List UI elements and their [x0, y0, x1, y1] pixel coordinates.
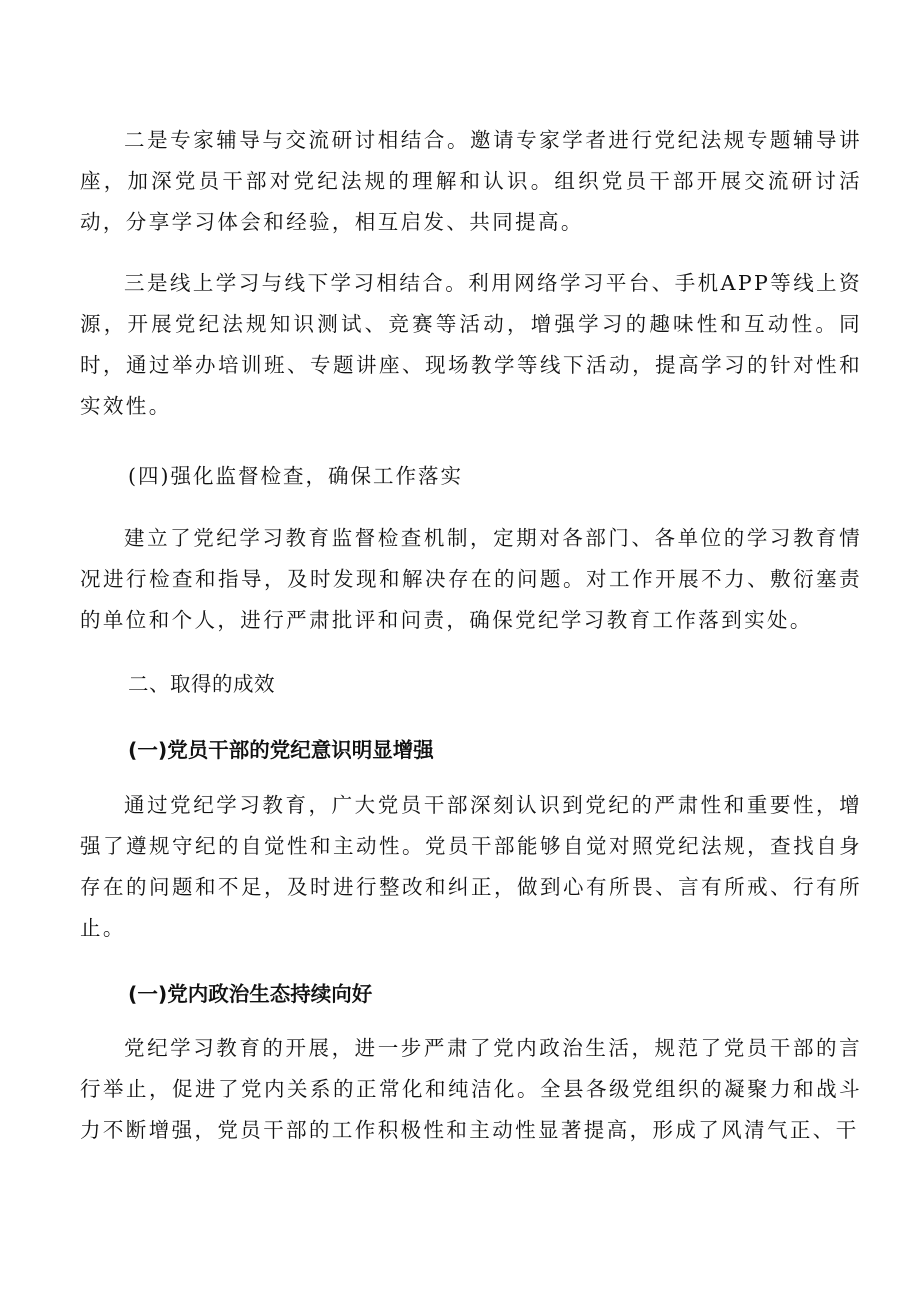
section-heading-results: 二、取得的成效: [128, 672, 275, 696]
paragraph-political-ecology: 党纪学习教育的开展，进一步严肃了党内政治生活，规范了党员干部的言行举止，促进了党内关系的正常化和纯洁化。全县各级党组织的凝聚力和战斗力不断增强，党员干部的工作积极性和主动性显著提高，形成了风清气正、干: [80, 1036, 862, 1142]
subheading-political-ecology: (一)党内政治生态持续向好: [128, 982, 373, 1006]
section-heading-supervision: (四)强化监督检查，确保工作落实: [128, 464, 463, 488]
paragraph-online-offline: 三是线上学习与线下学习相结合。利用网络学习平台、手机APP等线上资源，开展党纪法规知识测试、竞赛等活动，增强学习的趣味性和互动性。同时，通过举办培训班、专题讲座、现场教学等线下活动，提高学习的针对性和实效性。: [80, 271, 862, 418]
paragraph-expert-guidance: 二是专家辅导与交流研讨相结合。邀请专家学者进行党纪法规专题辅导讲座，加深党员干部对党纪法规的理解和认识。组织党员干部开展交流研讨活动，分享学习体会和经验，相互启发、共同提高。: [80, 128, 862, 234]
subheading-discipline-awareness: (一)党员干部的党纪意识明显增强: [128, 738, 434, 762]
paragraph-supervision: 建立了党纪学习教育监督检查机制，定期对各部门、各单位的学习教育情况进行检查和指导，及时发现和解决存在的问题。对工作开展不力、敷衍塞责的单位和个人，进行严肃批评和问责，确保党纪学习教育工作落到实处。: [80, 526, 862, 632]
paragraph-discipline-awareness: 通过党纪学习教育，广大党员干部深刻认识到党纪的严肃性和重要性，增强了遵规守纪的自觉性和主动性。党员干部能够自觉对照党纪法规，查找自身存在的问题和不足，及时进行整改和纠正，做到心有所畏、言有所戒、行有所止。: [80, 793, 862, 940]
